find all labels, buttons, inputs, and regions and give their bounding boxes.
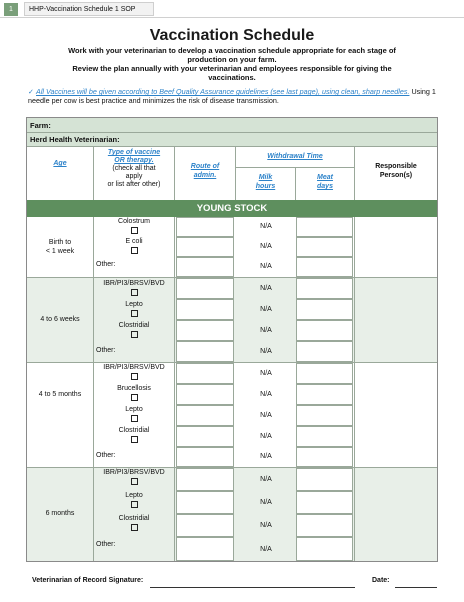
milk-na: N/A — [260, 243, 272, 250]
route-cell[interactable] — [176, 405, 234, 426]
vaccine-label: Lepto — [125, 492, 143, 499]
header-divider — [295, 167, 296, 200]
intro-text — [30, 46, 434, 82]
milk-na: N/A — [260, 453, 272, 460]
route-cell[interactable] — [176, 514, 234, 537]
farm-field[interactable]: Farm: — [27, 118, 437, 133]
header-type-hint: or list after other) — [107, 181, 161, 188]
checkbox[interactable] — [131, 331, 138, 338]
route-cell[interactable] — [176, 426, 234, 447]
header-route-line: Route of — [190, 163, 220, 170]
milk-na: N/A — [260, 370, 272, 377]
checkbox[interactable] — [131, 373, 138, 380]
header-responsible-line: Responsible — [375, 163, 417, 170]
meat-cell[interactable] — [296, 320, 353, 341]
route-cell[interactable] — [176, 278, 234, 299]
vaccine-label: Lepto — [125, 406, 143, 413]
intro-line: vaccinations. — [208, 73, 256, 82]
vaccine-option — [94, 406, 174, 422]
checkbox[interactable] — [131, 227, 138, 234]
header-divider — [174, 147, 175, 200]
column-divider — [93, 217, 94, 561]
vaccine-label: Lepto — [125, 301, 143, 308]
milk-na: N/A — [260, 476, 272, 483]
age-line: Birth to — [48, 239, 72, 246]
bqa-note — [28, 87, 448, 105]
section-young-stock: YOUNG STOCK — [27, 200, 437, 217]
meat-cell[interactable] — [296, 426, 353, 447]
other-label[interactable]: Other: — [96, 541, 116, 548]
route-cell[interactable] — [176, 447, 234, 467]
header-age: Age — [27, 160, 93, 167]
meat-cell[interactable] — [296, 341, 353, 362]
vaccine-option — [94, 515, 174, 531]
milk-na: N/A — [260, 285, 272, 292]
vaccine-option — [94, 385, 174, 401]
header-meat-line: Meat — [317, 174, 333, 181]
column-divider — [174, 217, 175, 561]
meat-cell[interactable] — [296, 447, 353, 467]
vaccination-table — [26, 117, 438, 562]
intro-line: production on your farm. — [187, 55, 277, 64]
milk-na: N/A — [260, 263, 272, 270]
checkbox[interactable] — [131, 501, 138, 508]
column-divider — [354, 217, 355, 561]
checkbox[interactable] — [131, 310, 138, 317]
route-cell[interactable] — [176, 468, 234, 491]
milk-na: N/A — [260, 499, 272, 506]
age-line: < 1 week — [45, 248, 75, 255]
vaccine-label: IBR/PI3/BRSV/BVD — [103, 364, 165, 371]
other-label[interactable]: Other: — [96, 261, 116, 268]
header-type — [94, 149, 174, 189]
meat-cell[interactable] — [296, 237, 353, 257]
vaccine-label: IBR/PI3/BRSV/BVD — [103, 469, 165, 476]
other-label[interactable]: Other: — [96, 452, 116, 459]
row-divider — [27, 467, 437, 468]
header-type-line: Type of vaccine — [107, 149, 161, 156]
header-responsible-line: Person(s) — [379, 172, 413, 179]
group-birth — [27, 217, 437, 277]
signature-label: Veterinarian of Record Signature: — [32, 577, 144, 584]
vaccine-option — [94, 280, 174, 296]
meat-cell[interactable] — [296, 405, 353, 426]
vaccine-label: Brucellosis — [117, 385, 151, 392]
meat-cell[interactable] — [296, 257, 353, 277]
header-divider — [354, 147, 355, 200]
milk-na: N/A — [260, 348, 272, 355]
checkbox[interactable] — [131, 289, 138, 296]
bqa-guidelines-link[interactable]: All Vaccines will be given according to Beef Quality Assurance guidelines (see last page), using clean, sharp needles. — [36, 87, 410, 96]
meat-cell[interactable] — [296, 363, 353, 384]
checkbox[interactable] — [131, 478, 138, 485]
header-meat-line: days — [317, 183, 333, 190]
header-type-line: OR therapy. — [114, 157, 154, 164]
row-divider — [27, 277, 437, 278]
group-4-6-weeks — [27, 278, 437, 362]
header-type-hint: (check all that — [112, 165, 156, 172]
date-line[interactable] — [395, 587, 437, 588]
vaccine-option — [94, 238, 174, 254]
milk-na: N/A — [260, 391, 272, 398]
signature-line[interactable] — [150, 587, 355, 588]
vaccine-option — [94, 301, 174, 317]
checkbox[interactable] — [131, 524, 138, 531]
route-cell[interactable] — [176, 257, 234, 277]
age-label: 4 to 5 months — [38, 391, 82, 398]
age-label: 4 to 6 weeks — [40, 316, 80, 323]
page-title: Vaccination Schedule — [149, 27, 315, 44]
meat-cell[interactable] — [296, 491, 353, 514]
date-label: Date: — [372, 577, 390, 584]
document-tab — [0, 0, 464, 19]
header-divider — [235, 167, 354, 168]
vaccine-option — [94, 492, 174, 508]
vaccine-option — [94, 364, 174, 380]
route-cell[interactable] — [176, 363, 234, 384]
vaccine-label: IBR/PI3/BRSV/BVD — [103, 280, 165, 287]
vaccine-option — [94, 469, 174, 485]
header-type-hint: apply — [125, 173, 143, 180]
header-responsible — [355, 162, 437, 180]
route-cell[interactable] — [176, 217, 234, 237]
meat-cell[interactable] — [296, 514, 353, 537]
meat-cell[interactable] — [296, 217, 353, 237]
route-cell[interactable] — [176, 537, 234, 561]
route-cell[interactable] — [176, 491, 234, 514]
header-route — [175, 162, 235, 180]
route-cell[interactable] — [176, 320, 234, 341]
row-divider — [27, 362, 437, 363]
tab-divider — [0, 17, 464, 18]
header-withdrawal: Withdrawal Time — [236, 153, 354, 160]
vaccine-label: E coli — [125, 238, 143, 245]
header-milk — [236, 173, 295, 191]
intro-line: Review the plan annually with your veterinarian and employees responsible for giving the — [72, 64, 392, 73]
route-cell[interactable] — [176, 341, 234, 362]
milk-na: N/A — [260, 433, 272, 440]
other-label[interactable]: Other: — [96, 347, 116, 354]
checkbox[interactable] — [131, 394, 138, 401]
vaccine-label: Colostrum — [118, 218, 150, 225]
checkbox[interactable] — [131, 415, 138, 422]
header-milk-line: Milk — [258, 174, 273, 181]
milk-na: N/A — [260, 546, 272, 553]
header-divider — [93, 147, 94, 200]
route-cell[interactable] — [176, 237, 234, 257]
tab-number: 1 — [4, 3, 18, 16]
header-meat — [296, 173, 354, 191]
vaccine-label: Clostridial — [118, 515, 150, 522]
group-4-5-months — [27, 363, 437, 467]
group-6-months — [27, 468, 437, 561]
milk-na: N/A — [260, 223, 272, 230]
milk-na: N/A — [260, 522, 272, 529]
meat-cell[interactable] — [296, 537, 353, 561]
meat-cell[interactable] — [296, 299, 353, 320]
meat-cell[interactable] — [296, 468, 353, 491]
checkbox[interactable] — [131, 436, 138, 443]
route-cell[interactable] — [176, 299, 234, 320]
vaccine-option — [94, 427, 174, 443]
header-milk-line: hours — [255, 183, 276, 190]
header-divider — [235, 147, 236, 200]
milk-na: N/A — [260, 306, 272, 313]
milk-na: N/A — [260, 412, 272, 419]
checkbox[interactable] — [131, 247, 138, 254]
vaccine-option — [94, 322, 174, 338]
vaccine-option — [94, 218, 174, 234]
milk-na: N/A — [260, 327, 272, 334]
route-cell[interactable] — [176, 384, 234, 405]
vaccine-label: Clostridial — [118, 322, 150, 329]
age-label — [27, 238, 93, 256]
vaccine-label: Clostridial — [118, 427, 150, 434]
meat-cell[interactable] — [296, 384, 353, 405]
meat-cell[interactable] — [296, 278, 353, 299]
intro-line: Work with your veterinarian to develop a vaccination schedule appropriate for each stage of — [68, 46, 396, 55]
note-text: Using 1 needle per cow is best practice and minimizes the risk of disease transmission. — [28, 87, 436, 105]
vet-field[interactable]: Herd Health Veterinarian: — [27, 133, 437, 147]
tab-title[interactable]: HHP-Vaccination Schedule 1 SOP — [24, 2, 154, 16]
header-route-line: admin. — [193, 172, 217, 179]
age-label: 6 months — [45, 510, 75, 517]
checkmark-icon: ✓ — [28, 87, 35, 96]
